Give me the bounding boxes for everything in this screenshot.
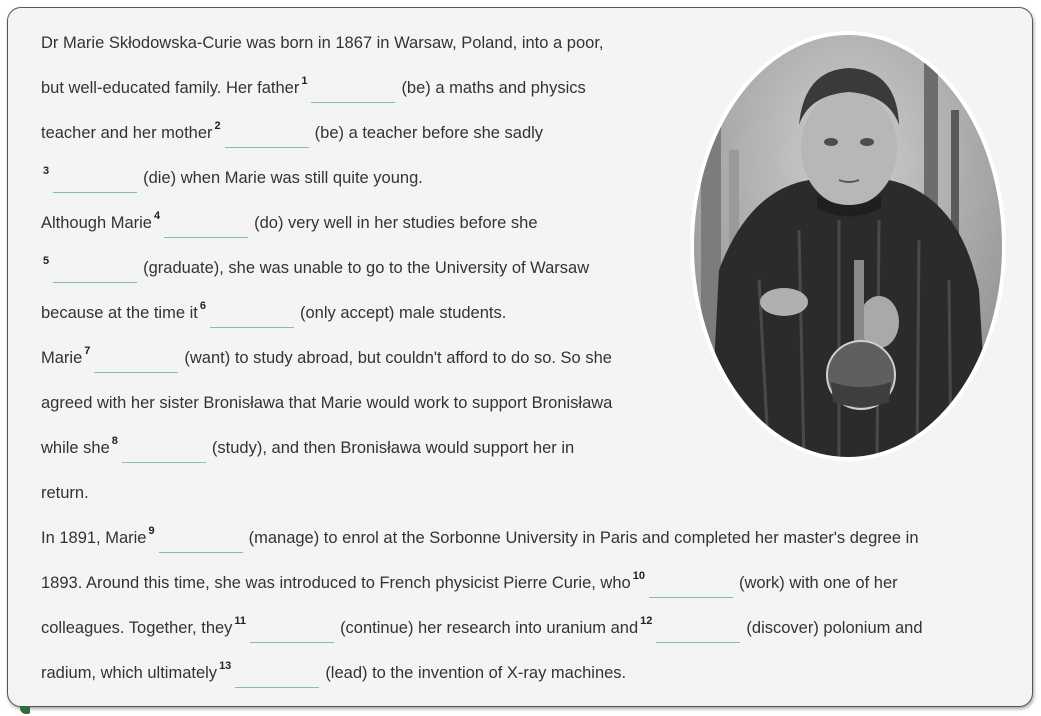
gap-number: 10	[632, 570, 645, 582]
gap-number: 6	[199, 300, 206, 312]
answer-gap-9[interactable]	[159, 523, 243, 553]
sentence-text: (lead) to the invention of X-ray machines.	[325, 664, 627, 682]
gap-number: 11	[234, 615, 247, 627]
sentence-text: (continue) her research into uranium and	[340, 619, 639, 637]
sentence-text: 1893. Around this time, she was introduced to French physicist Pierre Curie, who	[41, 574, 631, 592]
sentence-text: (graduate), she was unable to go to the University of Warsaw	[143, 259, 590, 277]
answer-gap-3[interactable]	[53, 163, 137, 193]
text-line	[41, 426, 574, 471]
gap-number: 9	[148, 525, 155, 537]
sentence-text: return.	[41, 484, 89, 502]
sentence-text: but well-educated family. Her father	[41, 79, 300, 97]
sentence-text: (want) to study abroad, but couldn't afford to do so. So she	[184, 349, 612, 367]
text-line	[41, 381, 612, 426]
text-line	[41, 651, 626, 696]
gap-number: 1	[301, 75, 308, 87]
sentence-text: (be) a teacher before she sadly	[314, 124, 544, 142]
sentence-text: (manage) to enrol at the Sorbonne University in Paris and completed her master's degree in	[248, 529, 919, 547]
text-line	[41, 21, 604, 66]
sentence-text: Dr Marie Skłodowska-Curie was born in 1867 in Warsaw, Poland, into a poor,	[41, 34, 604, 52]
answer-gap-13[interactable]	[235, 658, 319, 688]
text-line	[41, 66, 586, 111]
sentence-text: Although Marie	[41, 214, 152, 232]
sentence-text: teacher and her mother	[41, 124, 213, 142]
sentence-text: (only accept) male students.	[299, 304, 507, 322]
sentence-text: radium, which ultimately	[41, 664, 218, 682]
sentence-text: while she	[41, 439, 110, 457]
exercise-card	[7, 7, 1033, 707]
answer-gap-5[interactable]	[53, 253, 137, 283]
answer-gap-4[interactable]	[164, 208, 248, 238]
corner-tab-mark	[20, 706, 30, 714]
text-line	[41, 336, 612, 381]
marie-curie-portrait	[689, 30, 1007, 462]
answer-gap-7[interactable]	[94, 343, 178, 373]
answer-gap-2[interactable]	[225, 118, 309, 148]
answer-gap-11[interactable]	[250, 613, 334, 643]
gap-number: 12	[640, 615, 653, 627]
sentence-text: Marie	[41, 349, 83, 367]
text-line	[41, 291, 506, 336]
gap-number: 13	[219, 660, 232, 672]
sentence-text: because at the time it	[41, 304, 198, 322]
text-line	[41, 246, 589, 291]
sentence-text: (do) very well in her studies before she	[254, 214, 538, 232]
sentence-text: (work) with one of her	[738, 574, 898, 592]
sentence-text: agreed with her sister Bronisława that Marie would work to support Bronisława	[41, 394, 613, 412]
answer-gap-8[interactable]	[122, 433, 206, 463]
gap-number: 5	[43, 255, 50, 267]
sentence-text: colleagues. Together, they	[41, 619, 233, 637]
gap-number: 3	[43, 165, 50, 177]
text-line	[41, 471, 89, 516]
gap-number: 7	[84, 345, 91, 357]
answer-gap-12[interactable]	[656, 613, 740, 643]
text-line	[41, 516, 919, 561]
sentence-text: (discover) polonium and	[746, 619, 923, 637]
gap-number: 4	[153, 210, 161, 222]
answer-gap-10[interactable]	[649, 568, 733, 598]
sentence-text: (be) a maths and physics	[401, 79, 586, 97]
text-line	[41, 111, 543, 156]
text-line	[41, 606, 923, 651]
answer-gap-1[interactable]	[311, 73, 395, 103]
text-line	[41, 201, 538, 246]
text-line	[41, 156, 423, 201]
gap-number: 8	[111, 435, 118, 447]
sentence-text: In 1891, Marie	[41, 529, 147, 547]
text-line	[41, 561, 898, 606]
sentence-text: (study), and then Bronisława would support her in	[211, 439, 575, 457]
answer-gap-6[interactable]	[210, 298, 294, 328]
gap-number: 2	[214, 120, 221, 132]
sentence-text: (die) when Marie was still quite young.	[143, 169, 423, 187]
